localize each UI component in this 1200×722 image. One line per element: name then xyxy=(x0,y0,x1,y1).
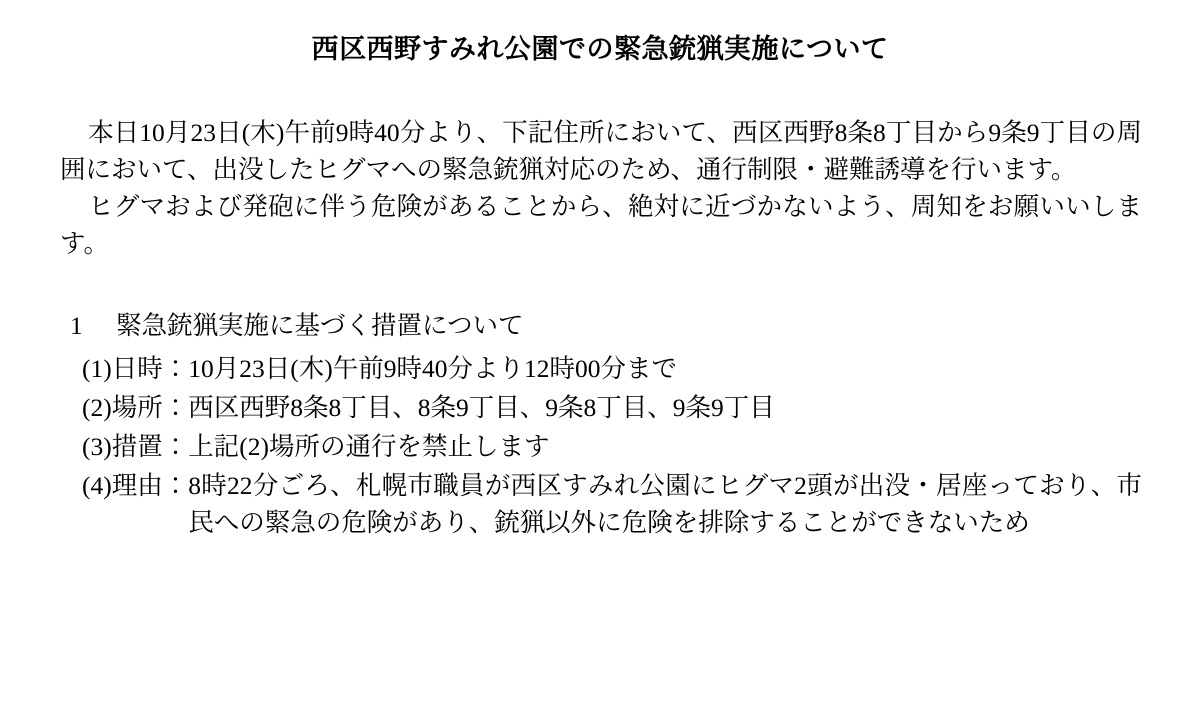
measures-list xyxy=(60,351,1142,542)
list-item-label: 場所： xyxy=(111,393,189,423)
list-item xyxy=(82,390,1142,427)
list-item xyxy=(82,468,1142,542)
measures-section xyxy=(0,308,1200,542)
list-item xyxy=(82,429,1142,466)
list-item-text: 8時22分ごろ、札幌市職員が西区すみれ公園にヒグマ2頭が出没・居座っており、市民への緊急の危険があり、銃猟以外に危険を排除することができないため xyxy=(188,471,1142,538)
list-item-marker: (1) xyxy=(82,354,112,384)
document-page xyxy=(0,33,1200,722)
list-item xyxy=(82,351,1142,388)
list-item-label: 措置： xyxy=(111,432,189,462)
list-item-marker: (2) xyxy=(82,393,112,423)
section-number: 1 xyxy=(70,311,83,341)
list-item-label: 日時： xyxy=(111,354,189,384)
list-item-label: 理由： xyxy=(111,471,189,501)
list-item-text: 上記(2)場所の通行を禁止します xyxy=(188,432,550,462)
section-heading xyxy=(60,308,1142,345)
list-item-text: 西区西野8条8丁目、8条9丁目、9条8丁目、9条9丁目 xyxy=(188,393,775,423)
section-heading-text: 緊急銃猟実施に基づく措置について xyxy=(116,311,524,341)
paragraph-1: 本日10月23日(木)午前9時40分より、下記住所において、西区西野8条8丁目から9条9丁目の周囲において、出没したヒグマへの緊急銃猟対応のため、通行制限・避難誘導を行います。 xyxy=(60,118,1142,185)
list-item-marker: (4) xyxy=(82,471,112,501)
intro-paragraphs xyxy=(0,115,1200,263)
page-title: 西区西野すみれ公園での緊急銃猟実施について xyxy=(311,34,889,64)
list-item-marker: (3) xyxy=(82,432,112,462)
paragraph-2: ヒグマおよび発砲に伴う危険があることから、絶対に近づかないよう、周知をお願いいします。 xyxy=(60,192,1142,259)
list-item-text: 10月23日(木)午前9時40分より12時00分まで xyxy=(188,354,677,384)
